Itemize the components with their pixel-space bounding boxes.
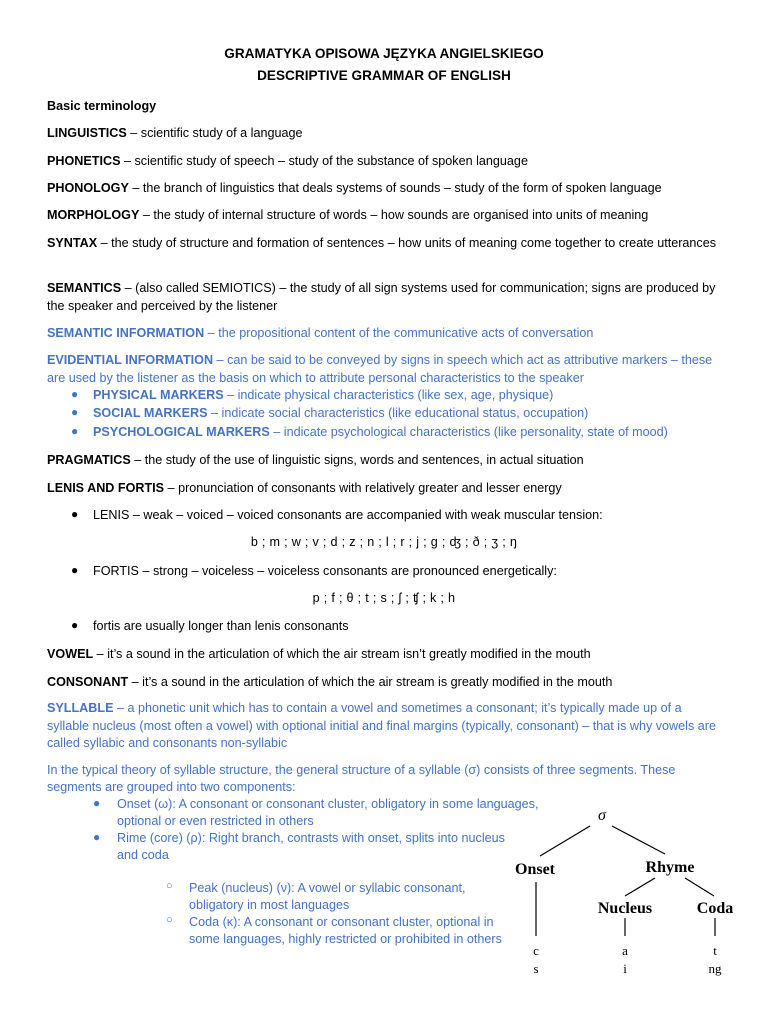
tree-onset: Onset — [515, 861, 555, 878]
circle-bullet-icon: ○ — [166, 914, 173, 926]
term-definition: – pronunciation of consonants with relatively greater and lesser energy — [164, 481, 562, 495]
term-definition: – the study of internal structure of words – how sounds are organised into units of meaning — [139, 208, 649, 222]
tree-edge — [612, 826, 665, 854]
term-label: SOCIAL MARKERS — [93, 406, 208, 420]
section-heading: Basic terminology — [47, 99, 157, 113]
tree-coda: Coda — [696, 900, 734, 917]
term-label: PRAGMATICS — [47, 453, 131, 467]
tree-onset-example-2: s — [533, 961, 539, 976]
term-label: SEMANTIC INFORMATION — [47, 326, 205, 340]
term-definition: – scientific study of a language — [126, 126, 303, 140]
term-definition: – the propositional content of the communicative acts of conversation — [204, 326, 594, 340]
term-definition: – indicate psychological characteristics (like personality, state of mood) — [269, 425, 668, 439]
coda-line2: some languages, highly restricted or prohibited in others — [189, 932, 502, 946]
bullet-icon: ● — [71, 405, 79, 419]
onset-line2: optional or even restricted in others — [117, 814, 314, 828]
structure-intro: In the typical theory of syllable structure, the general structure of a syllable (σ) consists of three segments. These segments are grouped into two components: — [47, 763, 676, 794]
term-label: SEMANTICS — [47, 281, 122, 295]
rime-line1: Rime (core) (ρ): Right branch, contrasts with onset, splits into nucleus — [117, 831, 505, 845]
term-label: PHONOLOGY — [47, 181, 129, 195]
bullet-icon: ● — [93, 830, 101, 844]
term-label: SYNTAX — [47, 236, 98, 250]
term-label: PHONETICS — [47, 154, 121, 168]
term-label: LINGUISTICS — [47, 126, 127, 140]
onset-line1: Onset (ω): A consonant or consonant cluster, obligatory in some languages, — [117, 797, 539, 811]
peak-line1: Peak (nucleus) (ν): A vowel or syllabic consonant, — [189, 881, 466, 895]
tree-coda-example-2: ng — [708, 961, 722, 976]
circle-bullet-icon: ○ — [166, 880, 173, 892]
fortis-bullet: FORTIS – strong – voiceless – voiceless consonants are pronounced energetically: — [93, 564, 557, 578]
term-definition: – scientific study of speech – study of the substance of spoken language — [120, 154, 528, 168]
term-definition: – the branch of linguistics that deals systems of sounds – study of the form of spoken language — [128, 181, 662, 195]
tree-onset-example-1: c — [533, 943, 539, 958]
term-definition: – a phonetic unit which has to contain a vowel and sometimes a consonant; it’s typically made up of a syllable nucleus (most often a vowel) with optional initial and final margins (typically, consonant) – that is why vowels are called syllabic and consonants non-syllabic — [47, 701, 716, 750]
term-label: EVIDENTIAL INFORMATION — [47, 353, 214, 367]
title-polish: GRAMATYKA OPISOWA JĘZYKA ANGIELSKIEGO — [224, 46, 544, 61]
tree-rhyme: Rhyme — [645, 859, 695, 876]
tree-edge — [625, 878, 655, 896]
bullet-icon: ● — [71, 387, 79, 401]
term-label: VOWEL — [47, 647, 94, 661]
term-label: LENIS AND FORTIS — [47, 481, 165, 495]
lenis-sounds: b ; m ; w ; v ; d ; z ; n ; l ; r ; j ; g ; ʤ ; ð ; ʒ ; ŋ — [250, 535, 518, 549]
lenis-bullet: LENIS – weak – voiced – voiced consonants are accompanied with weak muscular tension: — [93, 508, 603, 522]
bullet-icon: ● — [71, 424, 79, 438]
term-label: CONSONANT — [47, 675, 129, 689]
term-label: MORPHOLOGY — [47, 208, 140, 222]
tree-nucleus: Nucleus — [597, 900, 653, 917]
tree-edge — [540, 826, 590, 856]
term-definition: – the study of the use of linguistic signs, words and sentences, in actual situation — [130, 453, 584, 467]
term-label: SYLLABLE — [47, 701, 114, 715]
title-english: DESCRIPTIVE GRAMMAR OF ENGLISH — [257, 68, 511, 83]
tree-coda-example-1: t — [713, 943, 717, 958]
term-definition: – indicate physical characteristics (like sex, age, physique) — [223, 388, 554, 402]
term-definition: – can be said to be conveyed by signs in speech which act as attributive markers – these are used by the listener as the basis on which to attribute personal characteristics to the speaker — [47, 353, 713, 385]
coda-line1: Coda (κ): A consonant or consonant cluster, optional in — [189, 915, 494, 929]
peak-line2: obligatory in most languages — [189, 898, 350, 912]
tree-edge — [685, 878, 714, 896]
fortis-sounds: p ; f ; θ ; t ; s ; ʃ ; ʧ ; k ; h — [312, 591, 456, 605]
term-definition: – it’s a sound in the articulation of which the air stream isn’t greatly modified in the mouth — [93, 647, 591, 661]
term-definition: – indicate social characteristics (like educational status, occupation) — [207, 406, 589, 420]
term-definition: – the study of structure and formation of sentences – how units of meaning come together to create utterances — [97, 236, 717, 250]
bullet-icon: ● — [93, 796, 101, 810]
bullet-icon: ● — [71, 618, 79, 632]
term-definition: – it’s a sound in the articulation of which the air stream is greatly modified in the mouth — [128, 675, 613, 689]
tree-nucleus-example-2: i — [623, 961, 627, 976]
tree-nucleus-example-1: a — [622, 943, 628, 958]
fortis-note: fortis are usually longer than lenis consonants — [93, 619, 349, 633]
tree-root-sigma: σ — [598, 807, 606, 824]
term-label: PSYCHOLOGICAL MARKERS — [93, 425, 270, 439]
term-label: PHYSICAL MARKERS — [93, 388, 224, 402]
term-definition: – (also called SEMIOTICS) – the study of all sign systems used for communication; signs are produced by the speaker and perceived by the listener — [47, 281, 716, 313]
bullet-icon: ● — [71, 507, 79, 521]
bullet-icon: ● — [71, 563, 79, 577]
rime-line2: and coda — [117, 848, 169, 862]
